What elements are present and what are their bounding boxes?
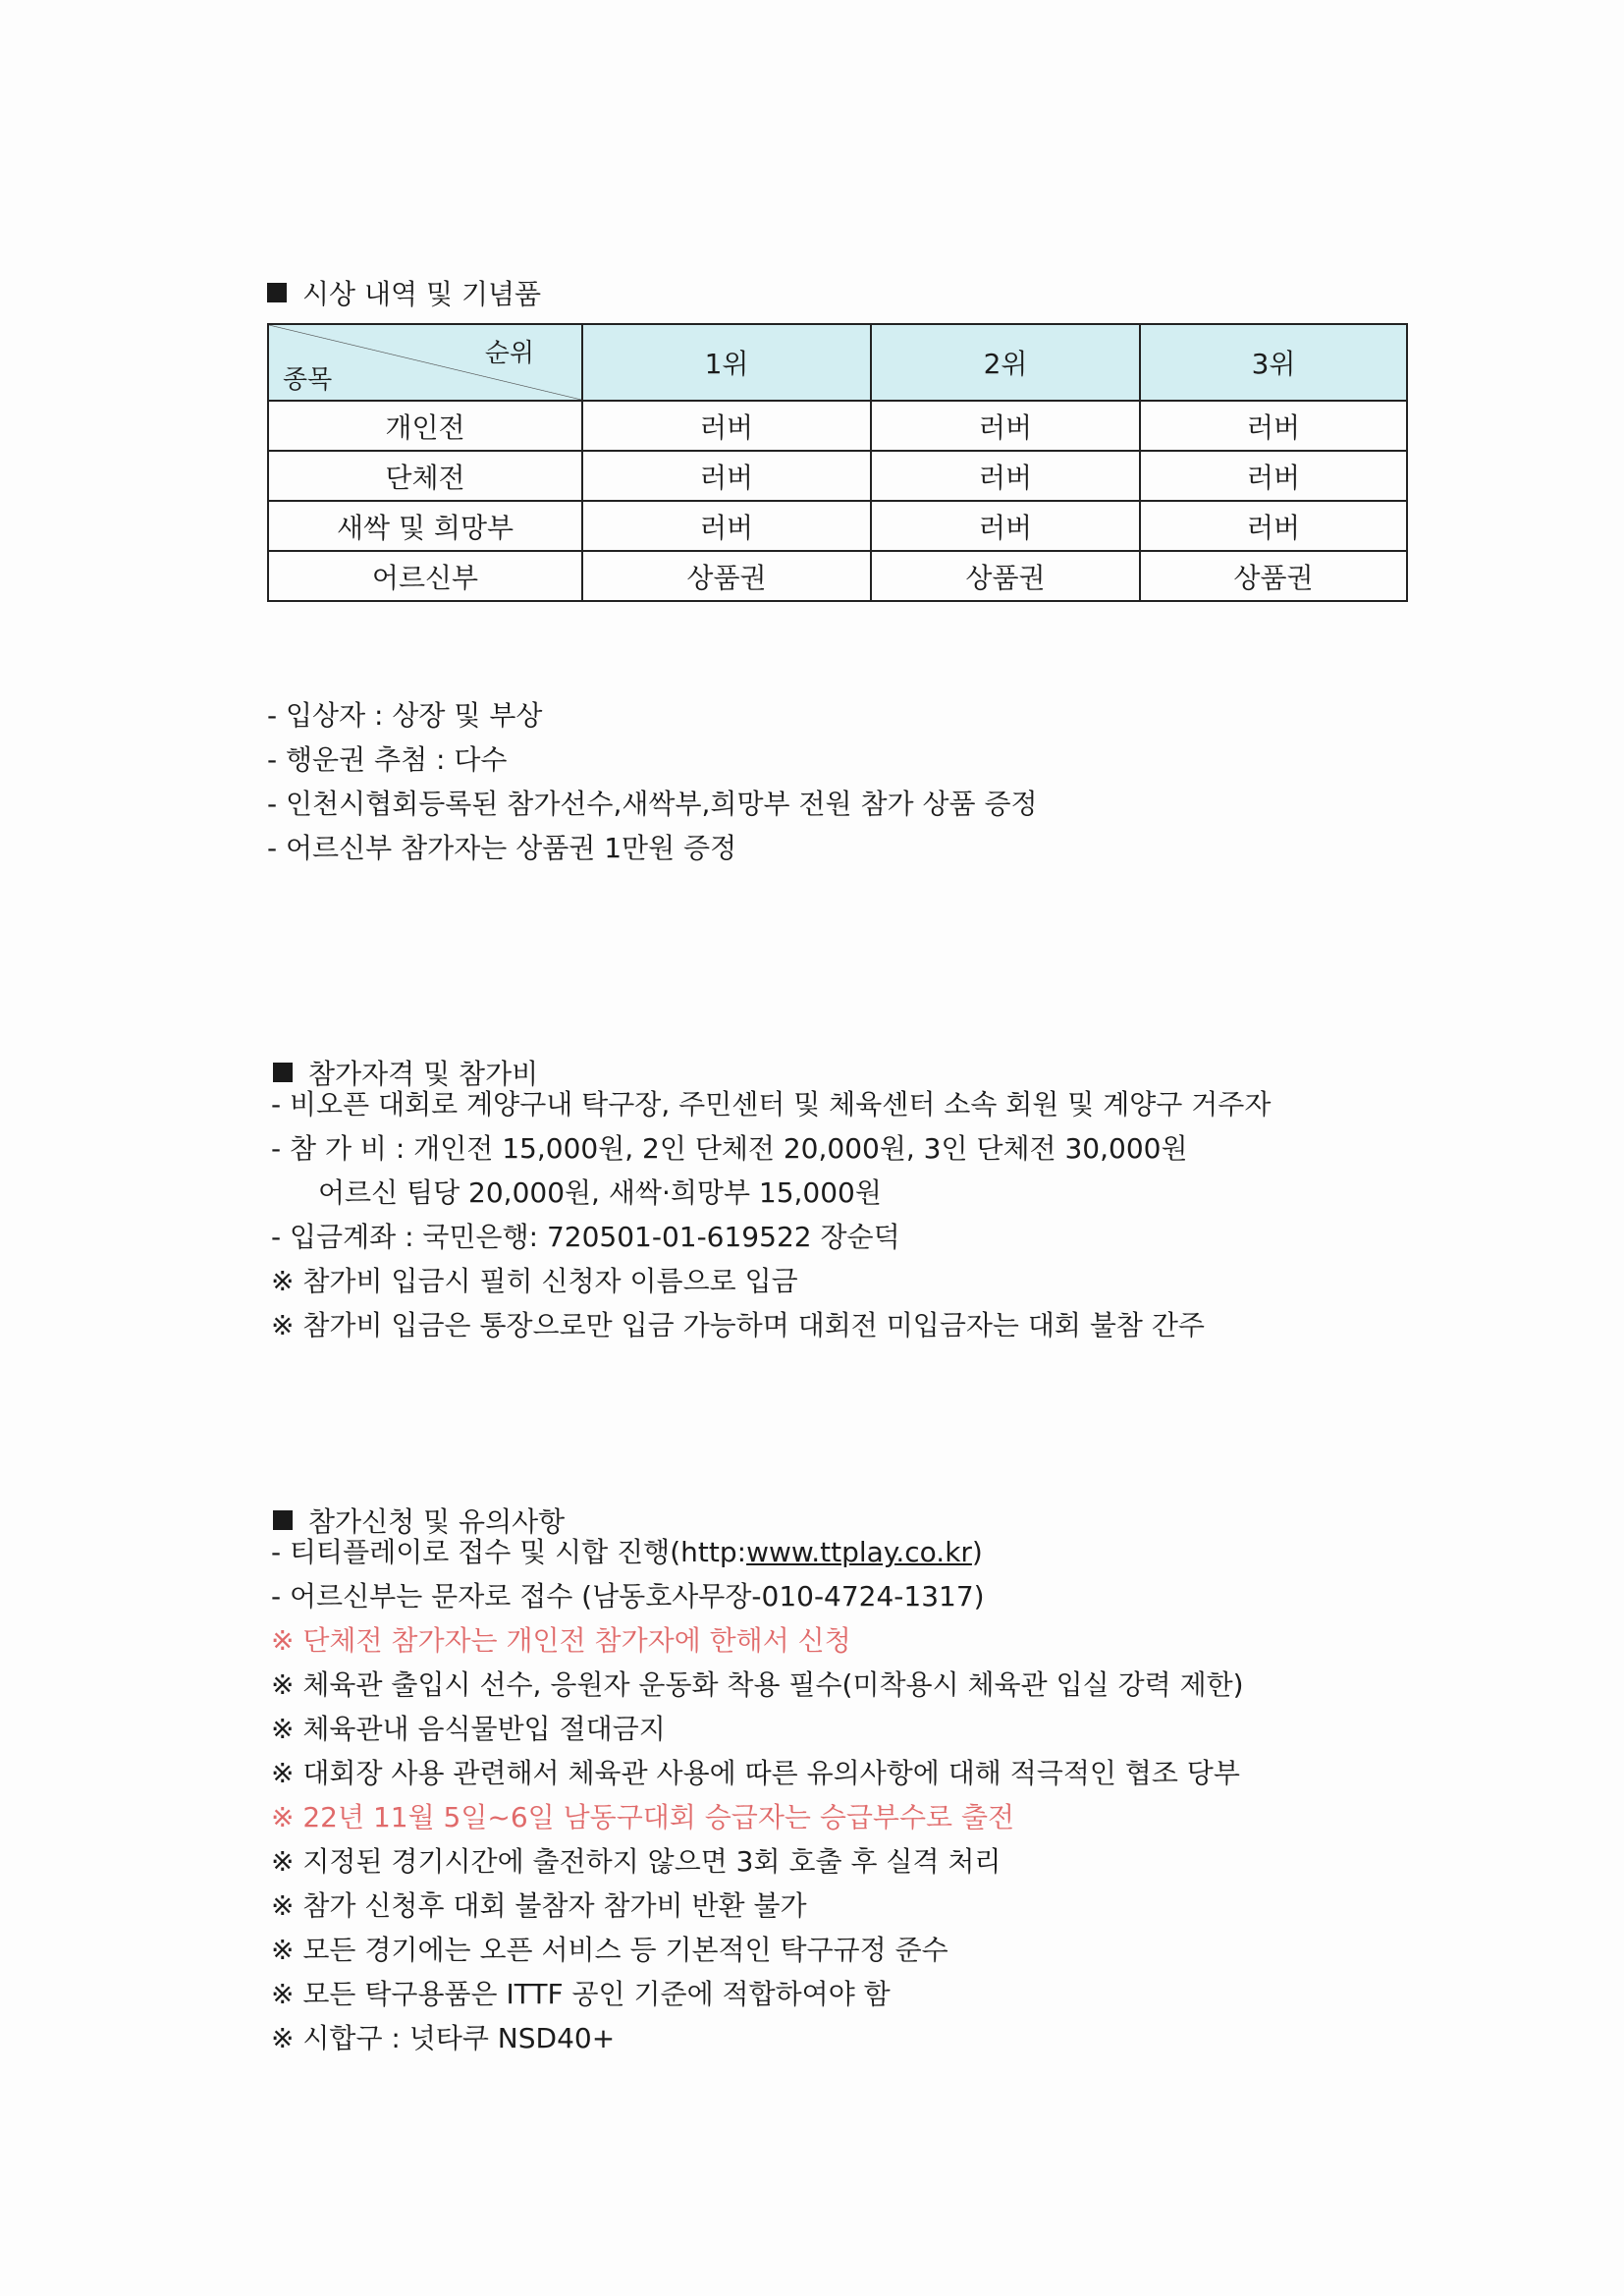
prize-cell: 러버 [582, 451, 871, 501]
header-corner-cell [268, 324, 582, 401]
eligibility-title: 참가자격 및 참가비 [308, 1058, 539, 1090]
application-line: ※ 체육관 출입시 선수, 응원자 운동화 착용 필수(미착용시 체육관 입실 강력 제한) [271, 1668, 1244, 1701]
prize-cell: 러버 [1140, 501, 1407, 551]
prize-cell: 러버 [582, 401, 871, 451]
table-row [268, 401, 1407, 451]
square-bullet-icon [273, 1063, 293, 1082]
category-label: 종목 [283, 365, 333, 395]
application-line: ※ 대회장 사용 관련해서 체육관 사용에 따른 유의사항에 대해 적극적인 협조 당부 [271, 1757, 1240, 1789]
table-row [268, 451, 1407, 501]
rank-header: 1위 [582, 324, 871, 401]
application-line: ※ 체육관내 음식물반입 절대금지 [271, 1713, 666, 1745]
rank-header: 2위 [871, 324, 1140, 401]
eligibility-line: ※ 참가비 입금은 통장으로만 입금 가능하며 대회전 미입금자는 대회 불참 간주 [271, 1309, 1205, 1341]
category-cell: 새싹 및 희망부 [268, 501, 582, 551]
application-line: - 어르신부는 문자로 접수 (남동호사무장-010-4724-1317) [271, 1580, 985, 1613]
application-title: 참가신청 및 유의사항 [308, 1505, 566, 1538]
eligibility-line: ※ 참가비 입금시 필히 신청자 이름으로 입금 [271, 1265, 798, 1297]
note-line: - 어르신부 참가자는 상품권 1만원 증정 [267, 832, 737, 864]
note-line: - 인천시협회등록된 참가선수,새싹부,희망부 전원 참가 상품 증정 [267, 788, 1038, 820]
application-line: ※ 참가 신청후 대회 불참자 참가비 반환 불가 [271, 1889, 807, 1922]
application-line [271, 1530, 1244, 1574]
awards-notes [267, 693, 1038, 870]
table-row [268, 551, 1407, 601]
eligibility-line: - 비오픈 대회로 계양구내 탁구장, 주민센터 및 체육센터 소속 회원 및 계양구 거주자 [271, 1088, 1272, 1121]
application-line-highlight: ※ 22년 11월 5일~6일 남동구대회 승급자는 승급부수로 출전 [271, 1801, 1015, 1833]
prize-cell: 러버 [1140, 451, 1407, 501]
application-line-suffix: ) [971, 1536, 983, 1568]
prize-cell: 상품권 [871, 551, 1140, 601]
note-line: - 입상자 : 상장 및 부상 [267, 699, 543, 732]
application-line: ※ 시합구 : 넛타쿠 NSD40+ [271, 2022, 616, 2054]
table-row [268, 501, 1407, 551]
awards-header-row [268, 324, 1407, 401]
application-line: ※ 모든 탁구용품은 ITTF 공인 기준에 적합하여야 함 [271, 1978, 891, 2010]
eligibility-line: - 입금계좌 : 국민은행: 720501-01-619522 장순덕 [271, 1221, 900, 1253]
square-bullet-icon [267, 283, 287, 302]
note-line: - 행운권 추첨 : 다수 [267, 743, 508, 776]
eligibility-line: - 참 가 비 : 개인전 15,000원, 2인 단체전 20,000원, 3인 단체전 30,000원 [271, 1132, 1188, 1165]
category-cell: 개인전 [268, 401, 582, 451]
application-line: ※ 지정된 경기시간에 출전하지 않으면 3회 호출 후 실격 처리 [271, 1845, 1001, 1878]
application-line-highlight: ※ 단체전 참가자는 개인전 참가자에 한해서 신청 [271, 1624, 851, 1657]
prize-cell: 러버 [871, 501, 1140, 551]
prize-cell: 상품권 [582, 551, 871, 601]
category-cell: 단체전 [268, 451, 582, 501]
prize-cell: 러버 [871, 401, 1140, 451]
application-line: ※ 모든 경기에는 오픈 서비스 등 기본적인 탁구규정 준수 [271, 1934, 948, 1966]
rank-header: 3위 [1140, 324, 1407, 401]
awards-table [267, 323, 1408, 602]
prize-cell: 러버 [1140, 401, 1407, 451]
rank-label: 순위 [484, 339, 534, 368]
application-list [271, 1530, 1244, 2060]
ttplay-link[interactable]: www.ttplay.co.kr [746, 1536, 972, 1568]
eligibility-line: 어르신 팀당 20,000원, 새싹·희망부 15,000원 [318, 1176, 882, 1209]
prize-cell: 러버 [871, 451, 1140, 501]
eligibility-list [271, 1082, 1271, 1347]
category-cell: 어르신부 [268, 551, 582, 601]
prize-cell: 상품권 [1140, 551, 1407, 601]
square-bullet-icon [273, 1510, 293, 1530]
application-line-prefix: - 티티플레이로 접수 및 시합 진행(http: [271, 1536, 747, 1568]
awards-title: 시상 내역 및 기념품 [302, 278, 542, 310]
prize-cell: 러버 [582, 501, 871, 551]
awards-section-title [267, 273, 541, 312]
